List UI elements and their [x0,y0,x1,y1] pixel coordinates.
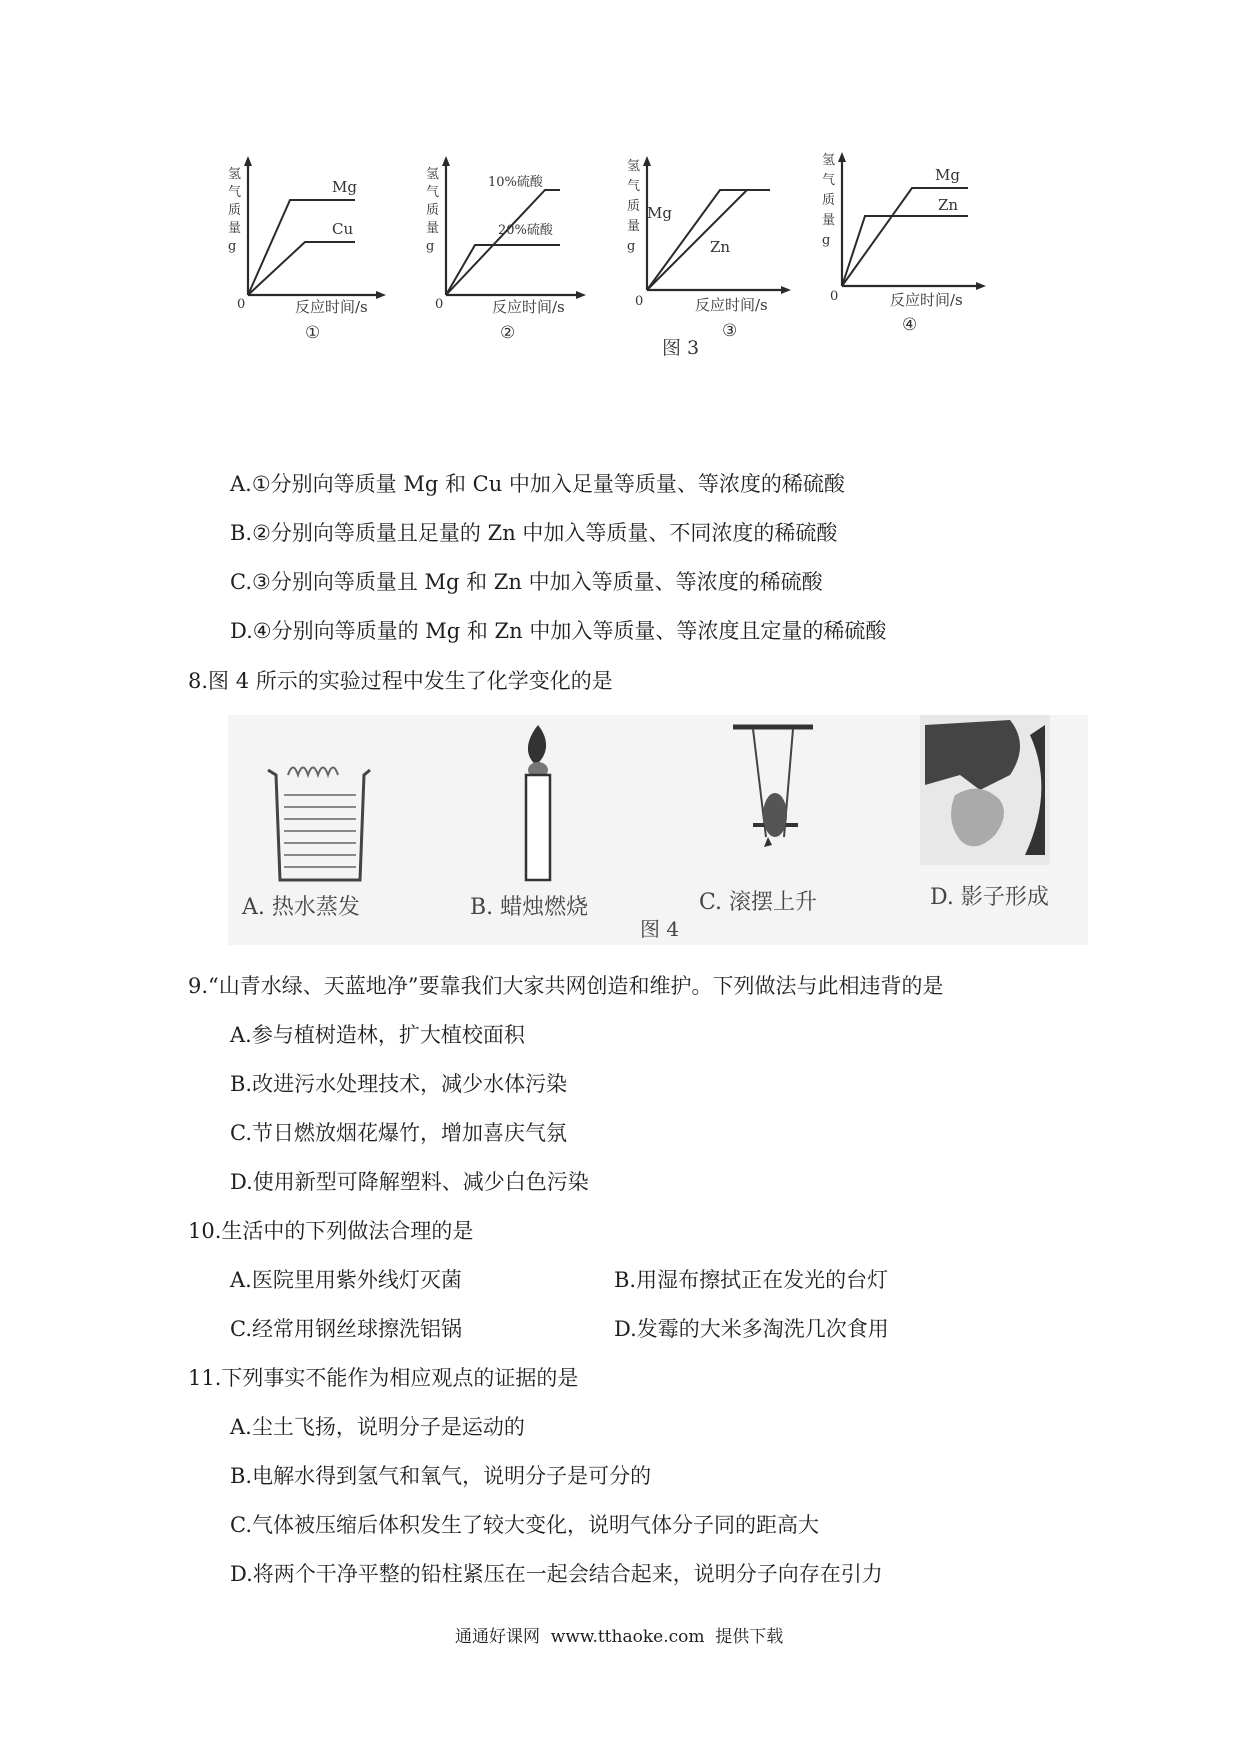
svg-text:质: 质 [822,193,836,208]
curve-label-10pct: 10%硫酸 [488,175,543,190]
q8-question: 8.图 4 所示的实验过程中发生了化学变化的是 [188,669,613,693]
x-arrow [576,291,586,299]
svg-text:氢: 氢 [822,153,836,168]
svg-text:g: g [228,239,237,254]
q10-option-b: B.用湿布擦拭正在发光的台灯 [614,1268,889,1292]
curve-zn [842,216,968,286]
shadow-illustration [920,715,1050,865]
graph-panel-1 [220,150,420,390]
graph-panel-2 [420,150,620,390]
origin-label: 0 [435,297,444,312]
q10-question: 10.生活中的下列做法合理的是 [188,1219,474,1243]
q9-option-b: B.改进污水处理技术，减少水体污染 [230,1072,568,1096]
q7-option-a: A.①分别向等质量 Mg 和 Cu 中加入足量等质量、等浓度的稀硫酸 [230,472,845,496]
curve-cu [248,242,355,295]
y-arrow [244,156,252,166]
curve-label-mg: Mg [332,178,357,196]
q11-option-a: A.尘土飞扬，说明分子是运动的 [230,1415,525,1439]
y-arrow [442,156,450,166]
panel-number: ② [500,323,516,343]
q11-option-c: C.气体被压缩后体积发生了较大变化，说明气体分子同的距高大 [230,1513,819,1537]
origin-label: 0 [635,294,644,309]
curve-20pct [446,245,560,295]
figure-4 [228,715,1088,945]
figure-4-caption-a: A. 热水蒸发 [242,895,360,920]
y-arrow [643,156,651,166]
svg-text:气: 气 [822,173,836,188]
x-arrow [976,282,986,290]
candle-illustration [508,720,568,885]
panel-number: ① [305,323,321,343]
svg-text:质: 质 [627,199,641,214]
curve-label-cu: Cu [332,220,354,238]
x-axis-label: 反应时间/s [890,291,963,309]
q7-option-b: B.②分别向等质量且足量的 Zn 中加入等质量、不同浓度的稀硫酸 [230,521,838,545]
x-axis-label: 反应时间/s [695,296,768,314]
q9-question: 9.“山青水绿、天蓝地净”要靠我们大家共网创造和维护。下列做法与此相违背的是 [188,974,944,998]
svg-text:质: 质 [228,203,242,218]
curve-label-20pct: 20%硫酸 [498,223,553,238]
svg-text:g: g [627,239,636,254]
y-axis-label [627,159,640,254]
panel-number: ③ [722,321,738,341]
svg-text:氢: 氢 [228,167,242,182]
q7-option-d: D.④分别向等质量的 Mg 和 Zn 中加入等质量、等浓度且定量的稀硫酸 [230,619,887,643]
beaker-illustration [258,735,378,885]
y-arrow [838,152,846,162]
svg-text:质: 质 [426,203,440,218]
curve-label-zn: Zn [938,196,959,214]
curve-label-zn: Zn [710,238,731,256]
figure-4-caption-c: C. 滚摆上升 [699,890,818,915]
origin-label: 0 [830,289,839,304]
svg-text:量: 量 [228,221,242,236]
figure-3-caption: 图 3 [662,337,700,359]
svg-text:量: 量 [822,213,836,228]
q11-option-b: B.电解水得到氢气和氧气，说明分子是可分的 [230,1464,652,1488]
figure-3 [220,150,1100,400]
svg-text:g: g [822,233,831,248]
curve-10pct [446,190,560,295]
panel-number: ④ [902,315,918,335]
y-axis-label [822,153,835,248]
curve-label-mg: Mg [935,166,960,184]
q10-option-a: A.医院里用紫外线灯灭菌 [230,1268,462,1292]
q11-option-d: D.将两个干净平整的铅柱紧压在一起会结合起来，说明分子向存在引力 [230,1562,883,1586]
y-axis-label [228,167,241,254]
pendulum-illustration [718,717,828,882]
x-arrow [781,286,791,294]
svg-text:气: 气 [426,185,440,200]
q9-option-c: C.节日燃放烟花爆竹，增加喜庆气氛 [230,1121,567,1145]
svg-text:量: 量 [627,219,641,234]
q11-question: 11.下列事实不能作为相应观点的证据的是 [188,1366,579,1390]
x-arrow [376,291,386,299]
q9-option-d: D.使用新型可降解塑料、减少白色污染 [230,1170,589,1194]
page-footer: 通通好课网 www.tthaoke.com 提供下载 [455,1627,784,1647]
q7-option-c: C.③分别向等质量且 Mg 和 Zn 中加入等质量、等浓度的稀硫酸 [230,570,823,594]
q10-option-d: D.发霉的大米多淘洗几次食用 [614,1317,889,1341]
x-axis-label: 反应时间/s [492,298,565,316]
curve-label-mg: Mg [647,204,672,222]
x-axis-label: 反应时间/s [295,298,368,316]
origin-label: 0 [237,297,246,312]
svg-text:气: 气 [627,179,641,194]
svg-text:气: 气 [228,185,242,200]
figure-4-label: 图 4 [640,917,680,941]
graph-panel-3 [625,150,825,390]
q10-option-c: C.经常用钢丝球擦洗铝锅 [230,1317,462,1341]
figure-4-caption-b: B. 蜡烛燃烧 [470,895,589,920]
figure-4-caption-d: D. 影子形成 [930,885,1049,910]
svg-text:量: 量 [426,221,440,236]
svg-text:氢: 氢 [627,159,641,174]
svg-text:g: g [426,239,435,254]
y-axis-label [426,167,439,254]
graph-panel-4 [820,150,1020,390]
q9-option-a: A.参与植树造林，扩大植校面积 [230,1023,525,1047]
svg-text:氢: 氢 [426,167,440,182]
